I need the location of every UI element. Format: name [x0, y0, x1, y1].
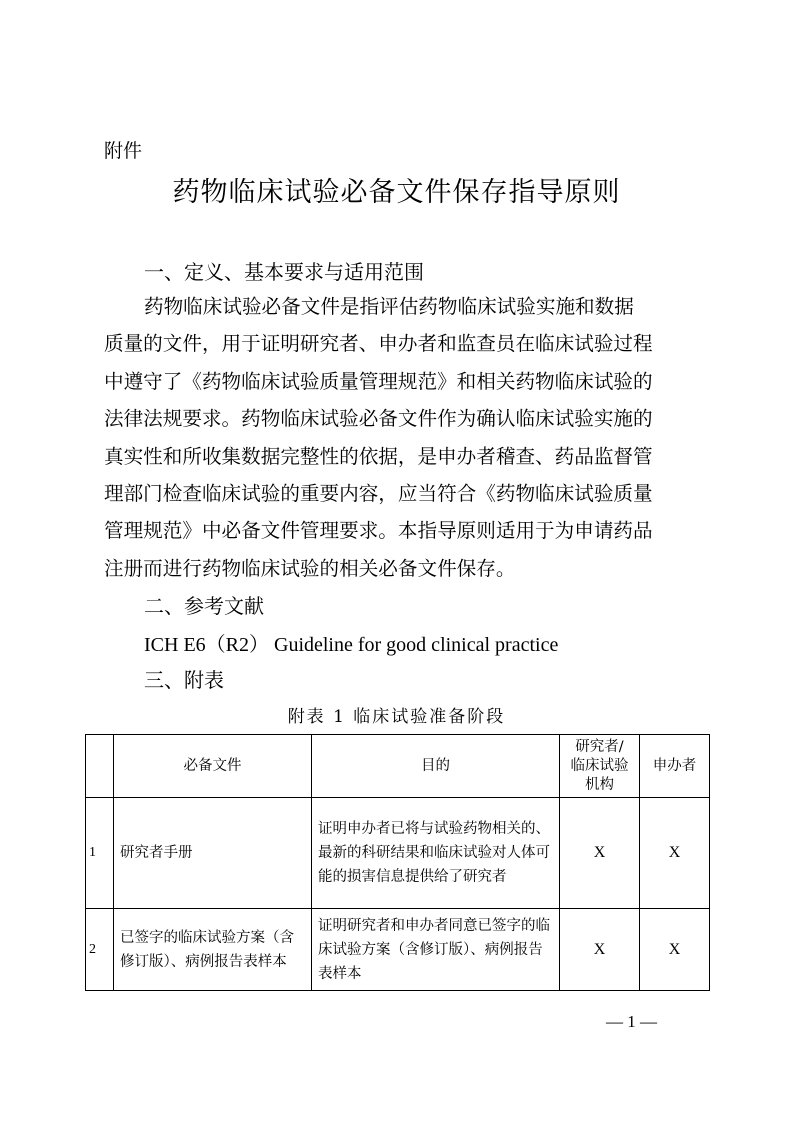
- page-title: 药物临床试验必备文件保存指导原则: [172, 177, 621, 208]
- paragraph-line: 药物临床试验必备文件是指评估药物临床试验实施和数据: [144, 295, 634, 318]
- section-heading-references: 二、参考文献: [144, 594, 264, 618]
- header-num: [86, 735, 114, 798]
- section-heading-appendix: 三、附表: [144, 668, 224, 692]
- table-row: [86, 798, 710, 909]
- page-number: — 1 —: [606, 1012, 657, 1031]
- row-number: 1: [86, 798, 114, 909]
- reference-entry: ICH E6（R2） Guideline for good clinical practice: [144, 634, 559, 656]
- header-investigator-line: 临床试验: [570, 757, 629, 774]
- header-sponsor: 申办者: [640, 735, 710, 798]
- row-purpose: 证明研究者和申办者同意已签字的临床试验方案（含修订版）、病例报告表样本: [312, 909, 560, 991]
- essential-documents-table: [85, 734, 710, 991]
- row-investigator-mark: X: [560, 909, 640, 991]
- paragraph-line: 理部门检查临床试验的重要内容，应当符合《药物临床试验质量: [104, 481, 653, 505]
- table-header-row: [86, 735, 710, 798]
- row-sponsor-mark: X: [640, 798, 710, 909]
- paragraph-line: 注册而进行药物临床试验的相关必备文件保存。: [104, 556, 516, 580]
- header-purpose: 目的: [312, 735, 560, 798]
- header-document: 必备文件: [114, 735, 312, 798]
- paragraph-line: 中遵守了《药物临床试验质量管理规范》和相关药物临床试验的: [104, 369, 653, 393]
- paragraph-line: 管理规范》中必备文件管理要求。本指导原则适用于为申请药品: [104, 519, 653, 543]
- header-investigator-line: 研究者/: [575, 738, 624, 755]
- paragraph-line: 法律法规要求。药物临床试验必备文件作为确认临床试验实施的: [104, 407, 653, 431]
- row-investigator-mark: X: [560, 798, 640, 909]
- header-investigator-line: 机构: [585, 776, 614, 793]
- header-investigator: [560, 735, 640, 798]
- paragraph-line: 真实性和所收集数据完整性的依据，是申办者稽查、药品监督管: [104, 444, 653, 468]
- paragraph-line: 质量的文件，用于证明研究者、申办者和监查员在临床试验过程: [104, 332, 653, 356]
- row-document: 研究者手册: [114, 798, 312, 909]
- attachment-label: 附件: [104, 140, 143, 162]
- row-number: 2: [86, 909, 114, 991]
- row-purpose: 证明申办者已将与试验药物相关的、最新的科研结果和临床试验对人体可能的损害信息提供给了研究者: [312, 798, 560, 909]
- table-row: [86, 909, 710, 991]
- table-caption: 附表 1 临床试验准备阶段: [287, 707, 506, 727]
- section-heading-definition: 一、定义、基本要求与适用范围: [144, 260, 424, 284]
- row-document: 已签字的临床试验方案（含修订版）、病例报告表样本: [114, 909, 312, 991]
- row-sponsor-mark: X: [640, 909, 710, 991]
- definition-paragraph: [104, 288, 696, 587]
